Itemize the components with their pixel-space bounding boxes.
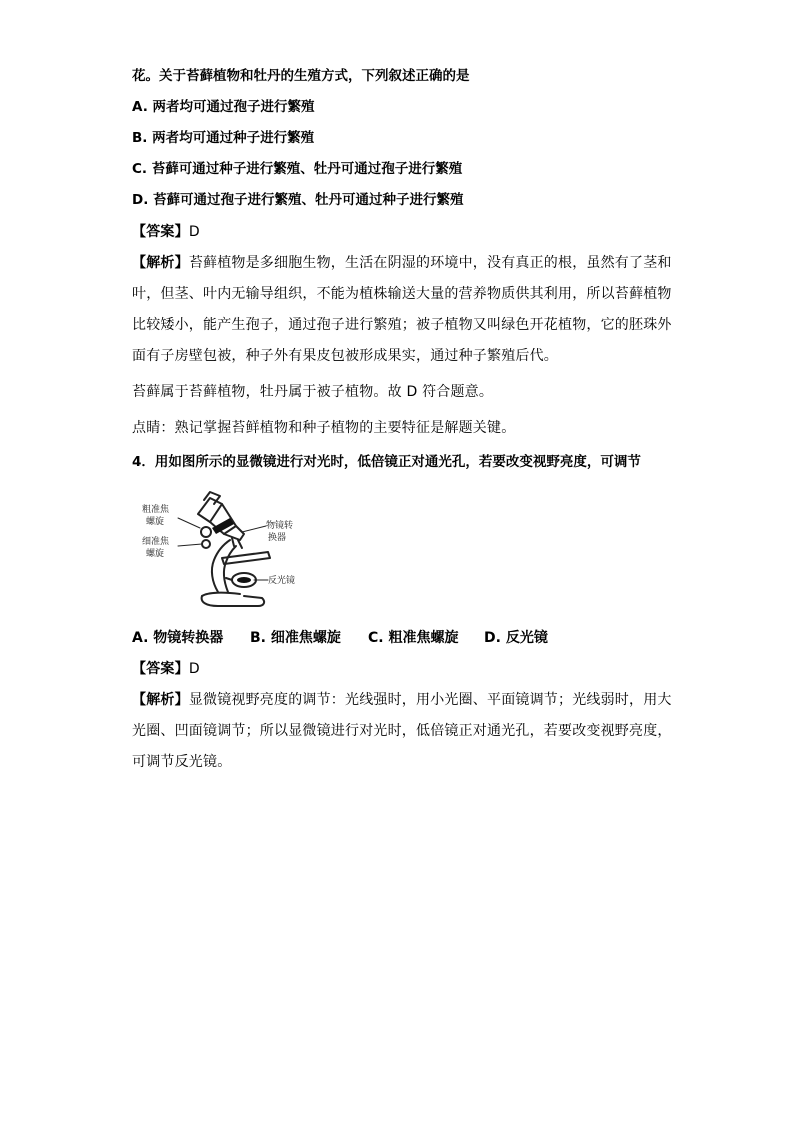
q4-answer (132, 659, 200, 679)
q4-option-b: B. 细准焦螺旋 (250, 630, 341, 646)
q3-analysis-text-1: 苔藓植物是多细胞生物，生活在阴湿的环境中，没有真正的根，虽然有了茎和 (188, 255, 672, 271)
q4-analysis-text-1: 显微镜视野亮度的调节：光线强时，用小光圈、平面镜调节；光线弱时，用大 (188, 692, 672, 708)
label-nosepiece-1: 物镜转 (266, 521, 294, 531)
label-mirror: 反光镜 (268, 576, 296, 586)
q3-stem: 花。关于苔藓植物和牡丹的生殖方式，下列叙述正确的是 (132, 68, 470, 84)
q4-answer-value: D (188, 661, 200, 677)
q3-conclusion: 苔藓属于苔藓植物，牡丹属于被子植物。故 D 符合题意。 (132, 384, 494, 400)
q3-analysis-line-1 (132, 253, 672, 273)
q4-analysis-line-2: 光圈、凹面镜调节；所以显微镜进行对光时，低倍镜正对通光孔，若要改变视野亮度， (132, 723, 672, 739)
q3-tip: 点睛：熟记掌握苔鲜植物和种子植物的主要特征是解题关键。 (132, 420, 516, 436)
q4-option-a: A. 物镜转换器 (132, 630, 224, 646)
label-coarse-adjustment-1: 粗准焦 (142, 505, 170, 515)
q3-answer-label: 【答案】 (132, 224, 189, 240)
q3-option-d: D. 苔藓可通过孢子进行繁殖、牡丹可通过种子进行繁殖 (132, 192, 464, 208)
q3-analysis-label: 【解析】 (132, 255, 189, 271)
microscope-figure (140, 488, 305, 610)
q4-analysis-label: 【解析】 (132, 692, 189, 708)
label-fine-adjustment-2: 螺旋 (146, 549, 165, 559)
q4-stem: 4．用如图所示的显微镜进行对光时，低倍镜正对通光孔，若要改变视野亮度，可调节 (132, 454, 641, 470)
q4-option-d: D. 反光镜 (484, 630, 548, 646)
q3-answer (132, 222, 200, 242)
q3-analysis-line-2: 叶，但茎、叶内无输导组织，不能为植株输送大量的营养物质供其利用，所以苔藓植物 (132, 286, 672, 302)
q4-analysis-line-1 (132, 690, 672, 710)
label-coarse-adjustment-2: 螺旋 (146, 517, 165, 527)
label-fine-adjustment-1: 细准焦 (142, 537, 170, 547)
q4-answer-label: 【答案】 (132, 661, 189, 677)
q3-answer-value: D (188, 224, 200, 240)
q4-option-c: C. 粗准焦螺旋 (368, 630, 459, 646)
q4-options (132, 627, 548, 647)
q4-analysis-line-3: 可调节反光镜。 (132, 754, 232, 770)
q3-option-c: C. 苔藓可通过种子进行繁殖、牡丹可通过孢子进行繁殖 (132, 161, 463, 177)
q3-analysis-line-4: 面有子房壁包被，种子外有果皮包被形成果实，通过种子繁殖后代。 (132, 348, 558, 364)
q3-analysis-line-3: 比较矮小，能产生孢子，通过孢子进行繁殖；被子植物又叫绿色开花植物，它的胚珠外 (132, 317, 672, 333)
label-nosepiece-2: 换器 (268, 533, 287, 543)
q3-option-a: A. 两者均可通过孢子进行繁殖 (132, 99, 315, 115)
q3-option-b: B. 两者均可通过种子进行繁殖 (132, 130, 315, 146)
